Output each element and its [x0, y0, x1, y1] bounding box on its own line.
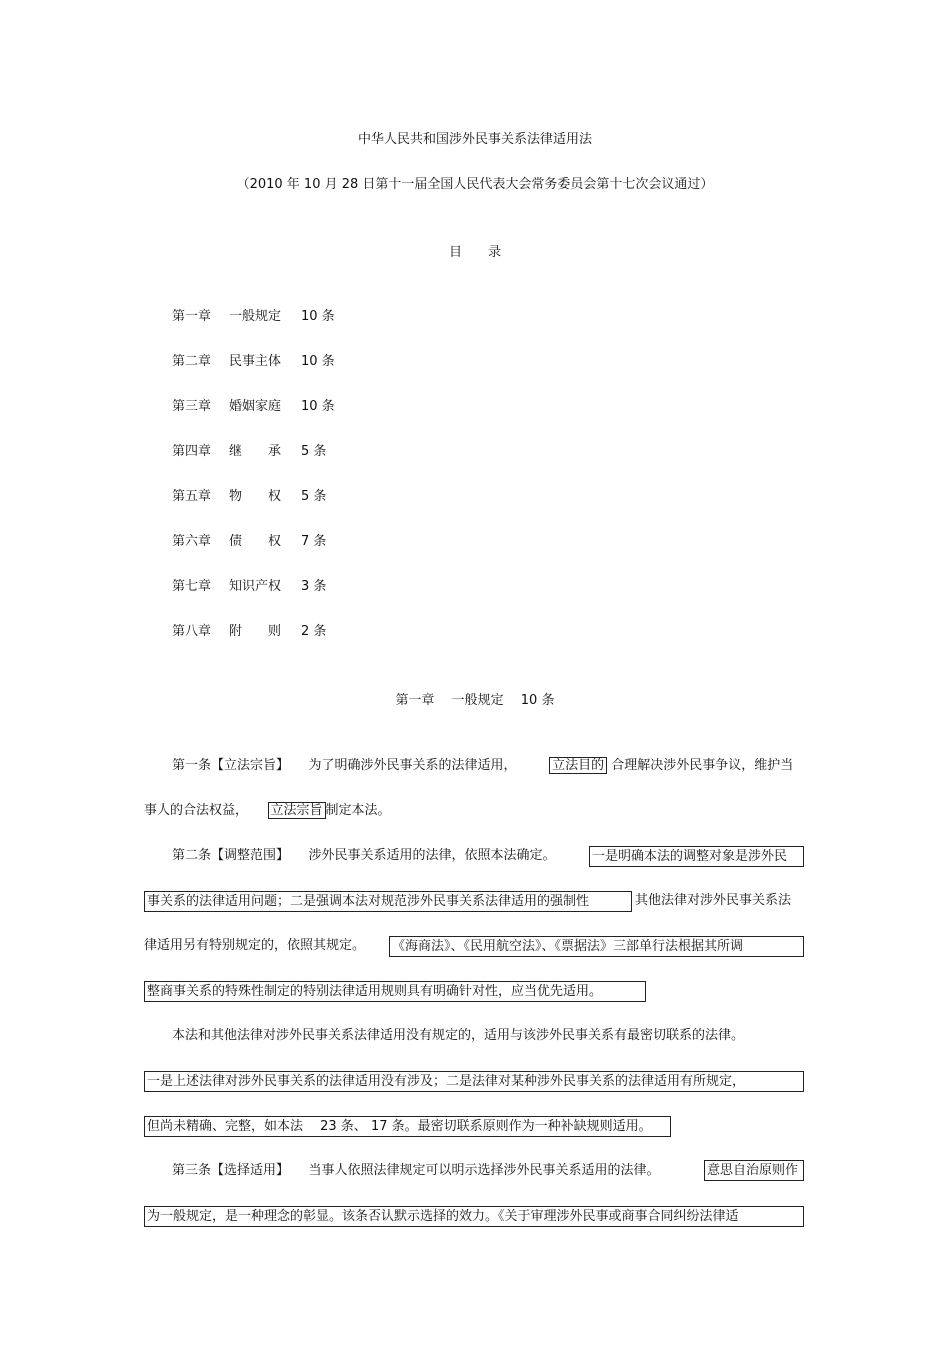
- toc-item: [172, 442, 327, 462]
- toc-item: [172, 532, 327, 552]
- toc-chapter-number: 第二章: [172, 354, 212, 369]
- annotation-box: 为一般规定，是一种理念的彰显。该条否认默示选择的效力。《关于审理涉外民事或商事合同纠纷法律适: [144, 1206, 804, 1227]
- toc-heading: 目 录: [448, 245, 501, 260]
- toc-article-count: 10 条: [301, 354, 335, 369]
- toc-chapter-title: 物 权: [229, 489, 282, 504]
- annotation-box: 《海商法》、《民用航空法》、《票据法》三部单行法根据其所调: [389, 936, 804, 957]
- article-text: 其他法律对涉外民事关系法: [635, 893, 792, 908]
- toc-chapter-number: 第七章: [172, 579, 212, 594]
- toc-item: [172, 307, 335, 327]
- article-text: 制定本法。: [325, 803, 391, 818]
- annotation-box: 一是明确本法的调整对象是涉外民: [589, 846, 804, 867]
- toc-item: [172, 352, 335, 372]
- annotation-box: 立法目的: [549, 757, 607, 774]
- toc-chapter-title: 婚姻家庭: [229, 399, 282, 414]
- toc-chapter-number: 第八章: [172, 624, 212, 639]
- article-label: 第三条【选择适用】: [172, 1163, 283, 1178]
- toc-article-count: 10 条: [301, 309, 335, 324]
- toc-chapter-title: 继 承: [229, 444, 282, 459]
- article-2-paragraph-2: 本法和其他法律对涉外民事关系法律适用没有规定的，适用与该涉外民事关系有最密切联系的法律。: [172, 1028, 745, 1043]
- toc-article-count: 5 条: [301, 444, 327, 459]
- toc-chapter-title: 债 权: [229, 534, 282, 549]
- annotation-box: 但尚未精确、完整，如本法 23 条、 17 条。最密切联系原则作为一种补缺规则适用。: [144, 1116, 671, 1137]
- article-text: 事人的合法权益，: [144, 803, 242, 818]
- toc-item: [172, 577, 327, 597]
- article-text: 当事人依照法律规定可以明示选择涉外民事关系适用的法律。: [308, 1163, 660, 1178]
- toc-article-count: 10 条: [301, 399, 335, 414]
- article-text: 合理解决涉外民事争议，维护当: [611, 758, 794, 773]
- article-3-line-1: [172, 1161, 660, 1181]
- toc-chapter-number: 第五章: [172, 489, 212, 504]
- article-text: 律适用另有特别规定的，依照其规定。: [144, 938, 366, 953]
- toc-chapter-number: 第六章: [172, 534, 212, 549]
- toc-item: [172, 397, 335, 417]
- toc-item: [172, 487, 327, 507]
- article-2-line-1: [172, 846, 556, 866]
- toc-chapter-number: 第四章: [172, 444, 212, 459]
- toc-article-count: 7 条: [301, 534, 327, 549]
- toc-chapter-title: 附 则: [229, 624, 282, 639]
- toc-item: [172, 622, 327, 642]
- toc-article-count: 3 条: [301, 579, 327, 594]
- annotation-box: 立法宗旨: [268, 802, 326, 819]
- toc-chapter-number: 第一章: [172, 309, 212, 324]
- annotation-box: 一是上述法律对涉外民事关系的法律适用没有涉及；二是法律对某种涉外民事关系的法律适用有所规定，: [144, 1071, 804, 1092]
- article-1-line-1: [172, 756, 793, 776]
- article-label: 第一条【立法宗旨】: [172, 758, 283, 773]
- toc-article-count: 2 条: [301, 624, 327, 639]
- toc-article-count: 5 条: [301, 489, 327, 504]
- document-title: 中华人民共和国涉外民事关系法律适用法: [357, 132, 592, 147]
- article-1-line-2: [144, 801, 391, 821]
- article-text: 涉外民事关系适用的法律，依照本法确定。: [308, 848, 556, 863]
- toc-chapter-title: 一般规定: [229, 309, 282, 324]
- document-subtitle: （2010 年 10 月 28 日第十一届全国人民代表大会常务委员会第十七次会议通过）: [236, 177, 714, 192]
- annotation-box: 整商事关系的特殊性制定的特别法律适用规则具有明确针对性，应当优先适用。: [144, 981, 646, 1002]
- article-label: 第二条【调整范围】: [172, 848, 283, 863]
- toc-chapter-title: 民事主体: [229, 354, 282, 369]
- annotation-box: 意思自治原则作: [704, 1160, 804, 1181]
- article-text: 为了明确涉外民事关系的法律适用，: [308, 758, 511, 773]
- annotation-box: 事关系的法律适用问题；二是强调本法对规范涉外民事关系法律适用的强制性: [144, 891, 632, 912]
- toc-chapter-title: 知识产权: [229, 579, 282, 594]
- chapter-heading: 第一章 一般规定 10 条: [395, 693, 555, 708]
- toc-chapter-number: 第三章: [172, 399, 212, 414]
